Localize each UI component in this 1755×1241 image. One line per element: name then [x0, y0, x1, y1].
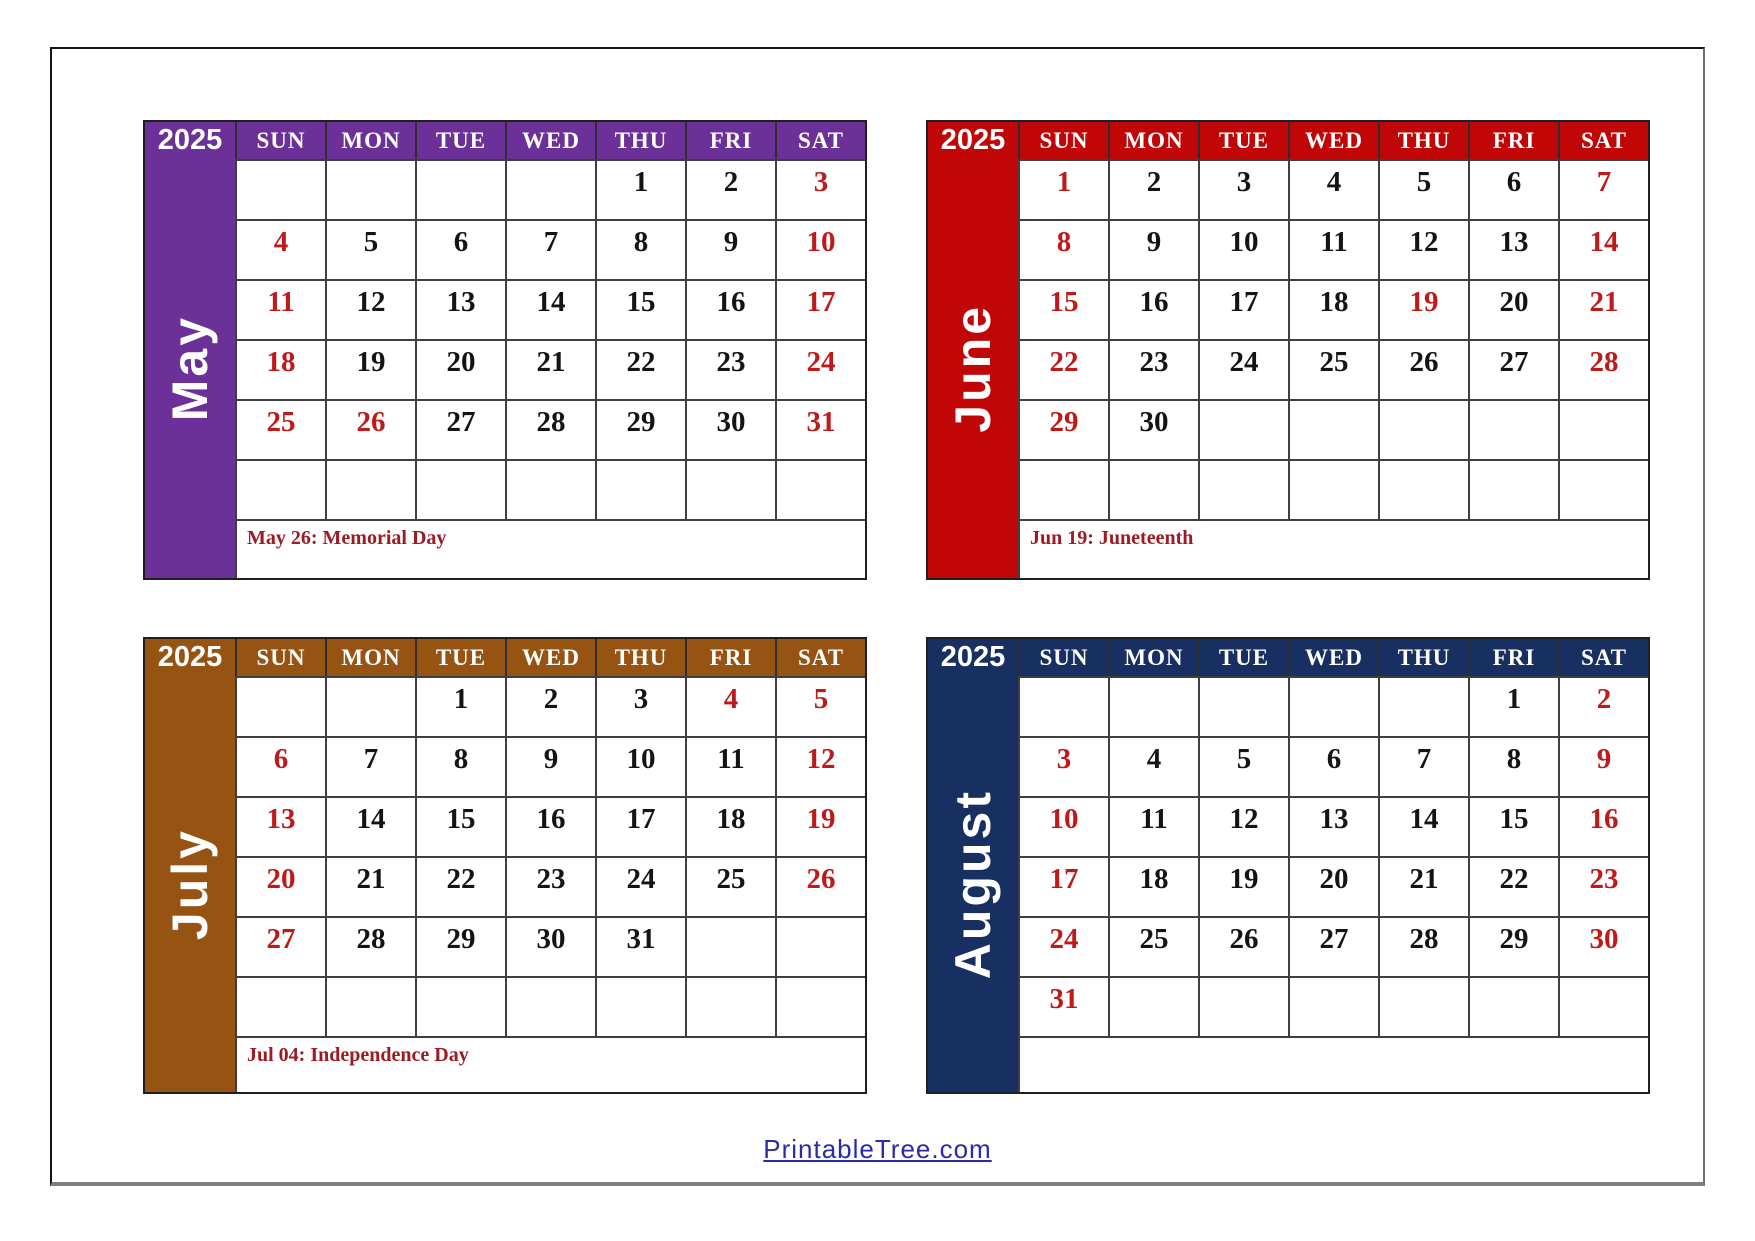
date-cell: 3: [775, 159, 865, 219]
date-cell-empty: [1378, 459, 1468, 519]
date-cell: 26: [1198, 916, 1288, 976]
date-cell-empty: [505, 159, 595, 219]
year-badge: 2025: [145, 639, 235, 676]
date-cell: 2: [685, 159, 775, 219]
date-cell-empty: [775, 976, 865, 1036]
date-cell: 22: [415, 856, 505, 916]
date-cell: 17: [1018, 856, 1108, 916]
date-cell: 22: [1018, 339, 1108, 399]
day-header-tue: TUE: [1198, 639, 1288, 676]
date-cell: 23: [685, 339, 775, 399]
holiday-note: Jun 19: Juneteenth: [1018, 519, 1648, 578]
date-cell: 8: [1468, 736, 1558, 796]
date-cell: 11: [1108, 796, 1198, 856]
month-sidebar: [928, 159, 1018, 578]
date-cell: 23: [1558, 856, 1648, 916]
day-header-fri: FRI: [1468, 639, 1558, 676]
date-cell: 4: [685, 676, 775, 736]
date-cell: 13: [1288, 796, 1378, 856]
date-cell-empty: [1288, 976, 1378, 1036]
day-header-sat: SAT: [775, 639, 865, 676]
date-cell: 26: [1378, 339, 1468, 399]
date-cell: 12: [775, 736, 865, 796]
date-cell: 16: [1108, 279, 1198, 339]
date-cell: 20: [1468, 279, 1558, 339]
date-cell: 26: [325, 399, 415, 459]
date-cell: 9: [505, 736, 595, 796]
date-cell: 26: [775, 856, 865, 916]
month-label: June: [945, 304, 1001, 433]
date-cell-empty: [505, 976, 595, 1036]
footer: [0, 1134, 1755, 1165]
date-cell-empty: [415, 976, 505, 1036]
date-cell-empty: [325, 459, 415, 519]
date-cell: 27: [235, 916, 325, 976]
day-header-thu: THU: [1378, 122, 1468, 159]
date-cell: 18: [1288, 279, 1378, 339]
date-cell-empty: [1288, 399, 1378, 459]
month-sidebar: [145, 159, 235, 578]
day-header-mon: MON: [1108, 639, 1198, 676]
month-sidebar: [928, 676, 1018, 1092]
date-cell: 10: [775, 219, 865, 279]
day-header-sun: SUN: [235, 639, 325, 676]
date-cell-empty: [1198, 676, 1288, 736]
date-cell: 17: [1198, 279, 1288, 339]
date-cell: 2: [1108, 159, 1198, 219]
day-header-wed: WED: [505, 122, 595, 159]
calendar-may: [143, 120, 867, 580]
date-cell-empty: [235, 459, 325, 519]
date-cell: 21: [1378, 856, 1468, 916]
date-cell: 15: [595, 279, 685, 339]
date-cell: 2: [1558, 676, 1648, 736]
date-cell: 28: [1378, 916, 1468, 976]
date-cell: 28: [505, 399, 595, 459]
date-cell: 12: [1198, 796, 1288, 856]
date-cell: 14: [1378, 796, 1468, 856]
date-cell-empty: [685, 459, 775, 519]
date-cell: 7: [325, 736, 415, 796]
date-cell: 9: [685, 219, 775, 279]
date-cell-empty: [505, 459, 595, 519]
date-cell: 23: [505, 856, 595, 916]
date-cell: 7: [1558, 159, 1648, 219]
date-cell: 10: [1198, 219, 1288, 279]
day-header-thu: THU: [595, 639, 685, 676]
date-cell: 25: [1288, 339, 1378, 399]
date-cell: 21: [1558, 279, 1648, 339]
date-cell: 1: [415, 676, 505, 736]
date-cell: 20: [1288, 856, 1378, 916]
date-cell: 5: [325, 219, 415, 279]
day-header-wed: WED: [1288, 122, 1378, 159]
date-cell: 18: [1108, 856, 1198, 916]
date-cell-empty: [1108, 976, 1198, 1036]
day-header-tue: TUE: [1198, 122, 1288, 159]
date-cell: 27: [1288, 916, 1378, 976]
date-cell-empty: [1108, 676, 1198, 736]
day-header-mon: MON: [325, 639, 415, 676]
month-label: August: [945, 788, 1001, 980]
date-cell: 6: [415, 219, 505, 279]
date-cell: 29: [595, 399, 685, 459]
date-cell: 19: [775, 796, 865, 856]
date-cell: 31: [595, 916, 685, 976]
date-cell: 13: [1468, 219, 1558, 279]
day-header-sat: SAT: [1558, 122, 1648, 159]
holiday-note: May 26: Memorial Day: [235, 519, 865, 578]
date-cell: 6: [235, 736, 325, 796]
date-cell: 30: [1558, 916, 1648, 976]
year-badge: 2025: [145, 122, 235, 159]
date-cell: 20: [415, 339, 505, 399]
date-cell-empty: [775, 916, 865, 976]
date-cell: 7: [1378, 736, 1468, 796]
day-header-wed: WED: [505, 639, 595, 676]
date-cell-empty: [685, 976, 775, 1036]
date-cell: 14: [505, 279, 595, 339]
date-cell: 23: [1108, 339, 1198, 399]
date-cell: 25: [685, 856, 775, 916]
date-cell-empty: [595, 459, 685, 519]
day-header-sun: SUN: [1018, 122, 1108, 159]
month-sidebar: [145, 676, 235, 1092]
date-cell-empty: [1288, 459, 1378, 519]
day-header-sat: SAT: [775, 122, 865, 159]
date-cell-empty: [235, 976, 325, 1036]
footer-link[interactable]: PrintableTree.com: [763, 1134, 992, 1164]
date-cell: 18: [235, 339, 325, 399]
date-cell: 5: [775, 676, 865, 736]
date-cell: 13: [415, 279, 505, 339]
day-header-mon: MON: [325, 122, 415, 159]
date-cell: 7: [505, 219, 595, 279]
year-badge: 2025: [928, 122, 1018, 159]
date-cell-empty: [595, 976, 685, 1036]
date-cell: 5: [1378, 159, 1468, 219]
date-cell: 13: [235, 796, 325, 856]
date-cell: 28: [1558, 339, 1648, 399]
date-cell: 19: [325, 339, 415, 399]
date-cell: 3: [1018, 736, 1108, 796]
date-cell-empty: [1378, 976, 1468, 1036]
date-cell: 29: [1018, 399, 1108, 459]
date-cell: 5: [1198, 736, 1288, 796]
date-cell: 17: [595, 796, 685, 856]
date-cell: 27: [1468, 339, 1558, 399]
date-cell: 4: [1108, 736, 1198, 796]
date-cell: 12: [325, 279, 415, 339]
date-cell: 29: [415, 916, 505, 976]
date-cell: 30: [1108, 399, 1198, 459]
day-header-sat: SAT: [1558, 639, 1648, 676]
date-cell-empty: [685, 916, 775, 976]
date-cell: 20: [235, 856, 325, 916]
date-cell: 14: [1558, 219, 1648, 279]
date-cell-empty: [1018, 676, 1108, 736]
date-cell-empty: [1558, 399, 1648, 459]
year-badge: 2025: [928, 639, 1018, 676]
date-cell: 31: [1018, 976, 1108, 1036]
date-cell-empty: [1108, 459, 1198, 519]
date-cell: 11: [235, 279, 325, 339]
date-cell: 25: [1108, 916, 1198, 976]
date-cell-empty: [415, 159, 505, 219]
date-cell: 25: [235, 399, 325, 459]
date-cell: 10: [1018, 796, 1108, 856]
date-cell: 17: [775, 279, 865, 339]
date-cell-empty: [325, 976, 415, 1036]
date-cell: 15: [415, 796, 505, 856]
date-cell: 30: [505, 916, 595, 976]
day-header-thu: THU: [595, 122, 685, 159]
date-cell: 19: [1198, 856, 1288, 916]
date-cell: 3: [1198, 159, 1288, 219]
date-cell: 24: [1018, 916, 1108, 976]
date-cell-empty: [325, 159, 415, 219]
date-cell-empty: [1468, 976, 1558, 1036]
date-cell: 16: [505, 796, 595, 856]
date-cell: 6: [1288, 736, 1378, 796]
date-cell-empty: [1288, 676, 1378, 736]
holiday-note: Jul 04: Independence Day: [235, 1036, 865, 1092]
date-cell-empty: [1468, 399, 1558, 459]
day-header-wed: WED: [1288, 639, 1378, 676]
date-cell: 21: [505, 339, 595, 399]
date-cell-empty: [1558, 459, 1648, 519]
day-header-mon: MON: [1108, 122, 1198, 159]
day-header-sun: SUN: [1018, 639, 1108, 676]
date-cell: 15: [1468, 796, 1558, 856]
date-cell-empty: [1558, 976, 1648, 1036]
date-cell: 1: [1468, 676, 1558, 736]
date-cell: 6: [1468, 159, 1558, 219]
date-cell-empty: [1468, 459, 1558, 519]
month-label: July: [162, 827, 218, 941]
date-cell: 19: [1378, 279, 1468, 339]
date-cell: 10: [595, 736, 685, 796]
day-header-tue: TUE: [415, 639, 505, 676]
date-cell: 28: [325, 916, 415, 976]
date-cell-empty: [775, 459, 865, 519]
day-header-fri: FRI: [1468, 122, 1558, 159]
date-cell: 11: [685, 736, 775, 796]
date-cell: 15: [1018, 279, 1108, 339]
date-cell: 12: [1378, 219, 1468, 279]
date-cell: 27: [415, 399, 505, 459]
date-cell: 2: [505, 676, 595, 736]
date-cell: 8: [595, 219, 685, 279]
date-cell: 24: [1198, 339, 1288, 399]
date-cell: 1: [1018, 159, 1108, 219]
date-cell-empty: [325, 676, 415, 736]
date-cell: 18: [685, 796, 775, 856]
date-cell: 22: [595, 339, 685, 399]
date-cell: 14: [325, 796, 415, 856]
calendar-july: [143, 637, 867, 1094]
date-cell: 30: [685, 399, 775, 459]
date-cell-empty: [235, 159, 325, 219]
date-cell: 8: [1018, 219, 1108, 279]
calendar-august: [926, 637, 1650, 1094]
day-header-tue: TUE: [415, 122, 505, 159]
day-header-sun: SUN: [235, 122, 325, 159]
day-header-fri: FRI: [685, 122, 775, 159]
day-header-fri: FRI: [685, 639, 775, 676]
date-cell-empty: [1198, 976, 1288, 1036]
date-cell: 16: [1558, 796, 1648, 856]
date-cell: 4: [1288, 159, 1378, 219]
date-cell: 24: [775, 339, 865, 399]
date-cell-empty: [1378, 676, 1468, 736]
date-cell: 11: [1288, 219, 1378, 279]
date-cell-empty: [1018, 459, 1108, 519]
month-label: May: [162, 315, 218, 422]
date-cell-empty: [1378, 399, 1468, 459]
date-cell-empty: [415, 459, 505, 519]
calendar-june: [926, 120, 1650, 580]
date-cell: 21: [325, 856, 415, 916]
date-cell: 16: [685, 279, 775, 339]
date-cell: 3: [595, 676, 685, 736]
date-cell: 9: [1108, 219, 1198, 279]
holiday-note: [1018, 1036, 1648, 1092]
date-cell: 1: [595, 159, 685, 219]
date-cell: 31: [775, 399, 865, 459]
date-cell: 24: [595, 856, 685, 916]
date-cell: 4: [235, 219, 325, 279]
date-cell-empty: [1198, 399, 1288, 459]
date-cell: 22: [1468, 856, 1558, 916]
date-cell: 29: [1468, 916, 1558, 976]
date-cell: 8: [415, 736, 505, 796]
date-cell-empty: [1198, 459, 1288, 519]
day-header-thu: THU: [1378, 639, 1468, 676]
date-cell: 9: [1558, 736, 1648, 796]
date-cell-empty: [235, 676, 325, 736]
